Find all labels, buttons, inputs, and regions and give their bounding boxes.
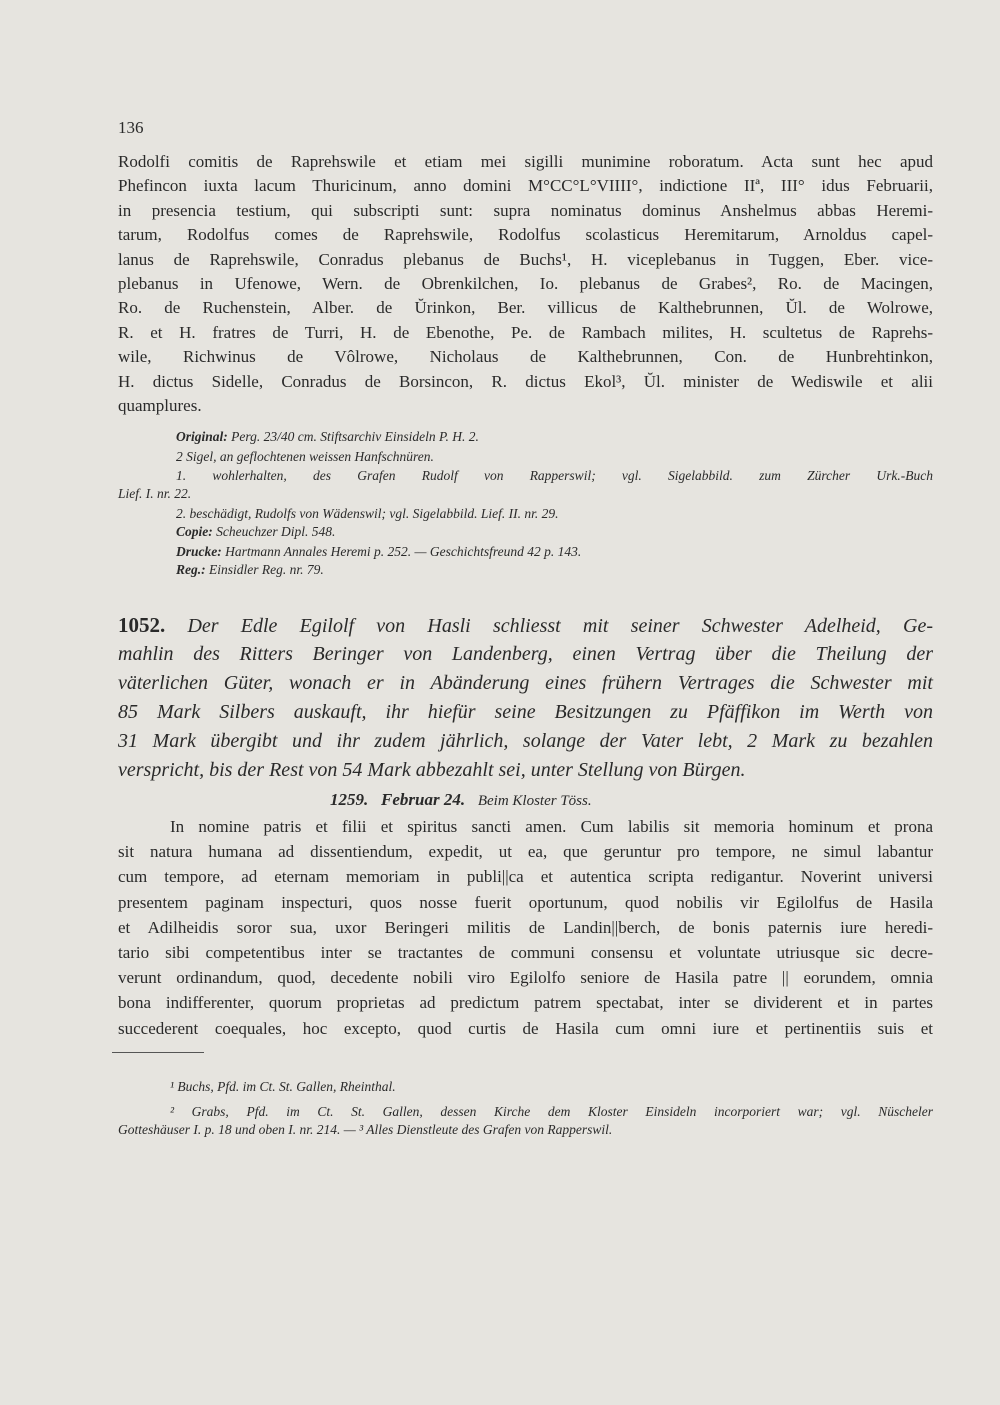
summary-line: väterlichen Güter, wonach er in Abänderung eines frühern Vertrages die Schwester mit <box>118 672 933 694</box>
body-line: presentem paginam inspecturi, quos nosse fuerit oportunum, quod nobilis vir Egilolfus de Hasila <box>118 892 933 912</box>
text-line: R. et H. fratres de Turri, H. de Ebenothe, Pe. de Rambach milites, H. scultetus de Raprehs- <box>118 322 933 342</box>
summary-line: 31 Mark übergibt und ihr zudem jährlich, solange der Vater lebt, 2 Mark zu bezahlen <box>118 730 933 752</box>
note-seals: 2 Sigel, an geflochtenen weissen Hanfschnüren. <box>176 449 434 464</box>
text-line: in presencia testium, qui subscripti sunt: supra nominatus dominus Anshelmus abbas Heremi- <box>118 200 933 220</box>
summary-line <box>118 611 933 641</box>
page-number: 136 <box>118 118 144 137</box>
body-line: tario sibi competentibus inter se tractantes de communi consensu et voluntate utriusque sic decre- <box>118 943 933 962</box>
body-line: bona indifferenter, quorum proprietas ad predictum patrem spectabat, inter se dividerent et in partes <box>118 993 933 1013</box>
summary-line: verspricht, bis der Rest von 54 Mark abbezahlt sei, unter Stellung von Bürgen. <box>118 759 746 781</box>
note-drucke: Drucke: Hartmann Annales Heremi p. 252. — Geschichtsfreund 42 p. 143. <box>176 544 582 559</box>
footnote-rule <box>112 1052 204 1053</box>
summary-line: 85 Mark Silbers auskauft, ihr hiefür seine Besitzungen zu Pfäffikon im Werth von <box>118 701 933 723</box>
summary-text: Der Edle Egilolf von Hasli schliesst mit seiner Schwester Adelheid, Ge- <box>187 615 934 637</box>
footnote-2-cont: Gotteshäuser I. p. 18 und oben I. nr. 214. — ³ Alles Dienstleute des Grafen von Rapperswil. <box>118 1122 613 1137</box>
note-copie: Copie: Scheuchzer Dipl. 548. <box>176 524 336 539</box>
text-line: Phefincon iuxta lacum Thuricinum, anno domini M°CC°L°VIIII°, indictione IIª, III° idus Februarii, <box>118 176 933 196</box>
body-line: sit natura humana ad dissentiendum, expedit, ut ea, que geruntur pro tempore, ne simul labantur <box>118 842 933 862</box>
text-line: plebanus in Ufenowe, Wern. de Obrenkilchen, Io. plebanus de Grabes², Ro. de Macingen, <box>118 274 933 293</box>
text-line: H. dictus Sidelle, Conradus de Borsincon, R. dictus Ekol³, Ŭl. minister de Wediswile et alii <box>118 371 933 391</box>
body-line: et Adilheidis soror sua, uxor Beringeri militis de Landin||berch, de bonis paternis iure heredi- <box>118 917 933 937</box>
body-line: succederent coequales, hoc excepto, quod curtis de Hasila cum omni iure et pertinentiis suis et <box>118 1018 933 1038</box>
text-line: Ro. de Ruchenstein, Alber. de Ŭrinkon, Ber. villicus de Kalthebrunnen, Ŭl. de Wolrowe, <box>118 298 933 318</box>
date-place: Beim Kloster Töss. <box>477 793 592 809</box>
text-line: quamplures. <box>118 396 202 415</box>
date-year: 1259. <box>330 790 369 809</box>
summary-line: mahlin des Ritters Beringer von Landenberg, einen Vertrag über die Theilung der <box>118 643 933 665</box>
text-line: wile, Richwinus de Vôlrowe, Nicholaus de Kalthebrunnen, Con. de Hunbrehtinkon, <box>118 347 933 367</box>
text-line: tarum, Rodolfus comes de Raprehswile, Rodolfus scolasticus Heremitarum, Arnoldus capel- <box>118 225 933 245</box>
text-line: lanus de Raprehswile, Conradus plebanus de Buchs¹, H. viceplebanus in Tuggen, Eber. vice- <box>118 249 933 269</box>
note-reg: Reg.: Einsidler Reg. nr. 79. <box>176 562 324 577</box>
note-seal-1-cont: Lief. I. nr. 22. <box>118 486 192 501</box>
footnote-2: ² Grabs, Pfd. im Ct. St. Gallen, dessen Kirche dem Kloster Einsideln incorporiert war; vgl. Nüscheler <box>170 1104 933 1119</box>
note-seal-1: 1. wohlerhalten, des Grafen Rudolf von Rapperswil; vgl. Sigelabbild. zum Zürcher Urk.-Buch <box>176 468 933 483</box>
note-seal-2: 2. beschädigt, Rudolfs von Wädenswil; vgl. Sigelabbild. Lief. II. nr. 29. <box>176 506 559 521</box>
note-original: Original: Perg. 23/40 cm. Stiftsarchiv Einsideln P. H. 2. <box>176 429 479 444</box>
body-line: In nomine patris et filii et spiritus sancti amen. Cum labilis sit memoria hominum et prona <box>170 817 933 836</box>
text-line: Rodolfi comitis de Raprehswile et etiam mei sigilli munimine roboratum. Acta sunt hec apud <box>118 152 933 171</box>
body-line: verunt ordinandum, quod, decedente nobili viro Egilolfo seniore de Hasila patre || eorundem, omnia <box>118 968 933 988</box>
date-month-day: Februar 24. <box>381 790 466 809</box>
document-number: 1052. <box>118 613 166 637</box>
body-line: cum tempore, ad eternam memoriam in publi||ca et autentica scripta redigantur. Noverint universi <box>118 867 933 887</box>
document-date <box>330 790 592 810</box>
footnote-1: ¹ Buchs, Pfd. im Ct. St. Gallen, Rheinthal. <box>170 1079 396 1094</box>
